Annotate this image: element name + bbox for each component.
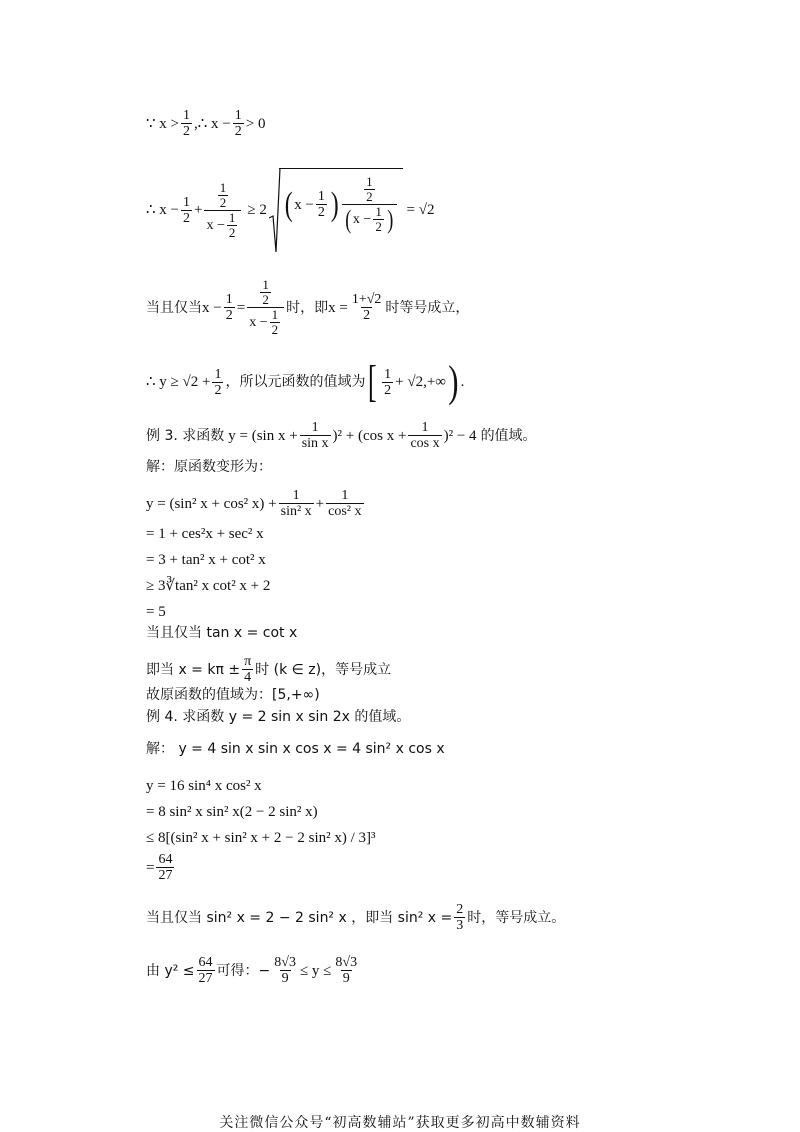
l5-expr1: y = (sin x + — [228, 427, 298, 444]
frac-den: 2 — [234, 124, 242, 139]
frac-num — [214, 181, 233, 210]
line-15: 例 4. 求函数 y = 2 sin x sin 2x 的值域。 — [146, 709, 411, 725]
den-pre: x − — [206, 217, 225, 233]
frac-num — [256, 278, 275, 307]
frac-den: 2 — [219, 194, 227, 210]
frac-num: 1 — [384, 366, 392, 382]
frac-den: 27 — [158, 868, 173, 883]
frac-den: 2 — [317, 205, 325, 220]
frac-num: 1+√2 — [351, 292, 382, 307]
l7-frac-b — [326, 488, 363, 519]
frac-den: 27 — [198, 971, 213, 986]
frac-den: 2 — [262, 292, 269, 307]
line-11: = 5 — [146, 604, 166, 620]
l1-frac-half — [181, 108, 192, 139]
l21-text2: 时，等号成立。 — [467, 909, 566, 926]
frac-den: 2 — [384, 382, 392, 398]
inner-frac — [316, 189, 327, 220]
inner-pre: x − — [294, 196, 314, 213]
line-21 — [146, 902, 565, 933]
paren-close: ) — [387, 204, 394, 234]
l13-frac — [242, 654, 253, 685]
l7-frac-a — [279, 488, 314, 519]
frac-den: 2 — [363, 308, 371, 323]
frac-den: 2 — [375, 219, 382, 234]
frac-den — [342, 204, 396, 234]
frac-num: 1 — [375, 204, 382, 219]
sqrt-content — [279, 168, 403, 234]
l5-text: 例 3. 求函数 — [146, 427, 225, 444]
l20-eq: = — [146, 859, 155, 876]
l2-plus: + — [194, 202, 203, 218]
l21-text1: 当且仅当 sin² x = 2 − 2 sin² x ，即当 sin² x = — [146, 909, 453, 926]
l5-expr2: )² + (cos x + — [332, 427, 407, 444]
l3-eq: = — [236, 299, 246, 316]
l1-because: ∵ x > — [146, 115, 180, 132]
l4-frac-b — [382, 367, 393, 398]
line-8: = 1 + ces²x + sec² x — [146, 526, 264, 542]
frac-den: 3 — [456, 918, 464, 933]
frac-den: 9 — [342, 971, 350, 986]
line-6: 解：原函数变形为： — [146, 459, 272, 475]
frac-den: 2 — [271, 322, 279, 337]
line-7 — [146, 488, 366, 519]
line-9: = 3 + tan² x + cot² x — [146, 552, 266, 568]
paren-close: ) — [330, 185, 339, 223]
inner-frac — [227, 211, 238, 240]
l5-frac-a — [300, 420, 331, 451]
frac-den: sin² x — [280, 504, 312, 519]
l3-x-minus: x − — [202, 299, 222, 316]
l4-frac-a — [212, 367, 223, 398]
l1-therefore: ,∴ x − — [194, 115, 231, 132]
line-3 — [146, 278, 469, 337]
l3-text1: 当且仅当 — [146, 299, 202, 316]
frac-num: 1 — [341, 488, 349, 503]
frac-den — [247, 307, 284, 337]
line-20 — [146, 852, 176, 883]
bracket-open: [ — [368, 357, 378, 406]
inner-frac — [218, 181, 229, 210]
frac-num: 1 — [183, 108, 191, 123]
l22-mid: ≤ y ≤ — [299, 962, 332, 979]
l1-frac-half-2 — [233, 108, 244, 139]
sqrt-sign-icon — [269, 168, 279, 252]
l4-tail: + √2,+∞ — [395, 374, 446, 390]
l5-frac-b — [408, 420, 441, 451]
frac-num: 1 — [421, 420, 429, 435]
l2-sqrt — [269, 168, 403, 252]
frac-den: 9 — [281, 971, 289, 986]
l2-result: = √2 — [406, 202, 435, 218]
l21-frac — [454, 902, 465, 933]
frac-num: 1 — [271, 307, 279, 322]
frac-num: 2 — [456, 902, 464, 917]
inner-frac — [373, 205, 384, 234]
frac-num: 1 — [366, 174, 373, 189]
l3-text2: 时，即 — [286, 299, 329, 316]
paren-close: ) — [448, 357, 459, 406]
frac-num: 1 — [225, 292, 233, 307]
l2-lead: ∴ x − — [146, 202, 180, 218]
frac-den: 2 — [366, 189, 373, 204]
line-10: ≥ 3∛tan² x cot² x + 2 — [146, 578, 271, 594]
frac-den: cos² x — [328, 504, 362, 519]
inner-frac — [260, 278, 271, 307]
frac-num: π — [244, 654, 252, 669]
l22-text1: 由 y² ≤ — [146, 962, 195, 979]
line-14: 故原函数的值域为：[5,+∞) — [146, 687, 320, 703]
line-5 — [146, 420, 537, 451]
line-13 — [146, 654, 391, 685]
frac-den: 2 — [214, 382, 222, 398]
frac-den: 2 — [183, 124, 191, 139]
l22-frac-c — [333, 955, 359, 986]
frac-num: 1 — [214, 366, 222, 382]
l3-text3: 时等号成立， — [385, 299, 470, 316]
l2-geq: ≥ 2 — [247, 202, 267, 218]
inner-frac — [270, 308, 281, 337]
frac-den — [204, 210, 241, 240]
l22-text2: 可得：− — [216, 962, 271, 979]
frac-num: 1 — [317, 189, 325, 204]
frac-den: sin x — [301, 436, 329, 451]
frac-num: 64 — [198, 955, 213, 970]
l5-tail: 的值域。 — [480, 427, 537, 444]
line-18: = 8 sin² x sin² x(2 − 2 sin² x) — [146, 804, 318, 820]
frac-num: 8√3 — [274, 955, 296, 970]
line-19: ≤ 8[(sin² x + sin² x + 2 − 2 sin² x) / 3]³ — [146, 830, 376, 846]
l2-frac-a — [181, 195, 192, 226]
frac-num: 1 — [234, 108, 242, 123]
l13-text: 即当 x = kπ ± — [146, 661, 241, 678]
frac-den: 2 — [228, 224, 236, 240]
l5-expr3: )² − 4 — [443, 427, 477, 444]
den-pre: x − — [249, 315, 268, 330]
frac-num: 1 — [292, 488, 300, 503]
l4-end: . — [460, 374, 465, 390]
frac-den: 2 — [183, 210, 191, 226]
line-22 — [146, 955, 361, 986]
den-pre: x − — [352, 212, 372, 227]
l3-frac-a — [224, 292, 235, 323]
frac-den: 4 — [244, 670, 252, 685]
frac-num: 64 — [158, 852, 173, 867]
l13-tail: 时 (k ∈ z)，等号成立 — [255, 661, 392, 678]
frac-num: 1 — [219, 179, 227, 195]
l3-x-eq: x = — [328, 299, 348, 316]
line-16: 解： y = 4 sin x sin x cos x = 4 sin² x cos x — [146, 741, 445, 757]
line-2 — [146, 168, 434, 252]
l7-expr: y = (sin² x + cos² x) + — [146, 495, 277, 512]
frac-num — [360, 175, 379, 204]
l4-lead: ∴ y ≥ √2 + — [146, 374, 211, 390]
page-footer: 关注微信公众号“初高数辅站”获取更多初高中数辅资料 — [219, 1115, 581, 1131]
line-12: 当且仅当 tan x = cot x — [146, 625, 298, 641]
l1-tail: > 0 — [245, 115, 266, 132]
l7-plus: + — [315, 495, 325, 512]
l2-frac-c — [342, 175, 396, 234]
line-4 — [146, 357, 465, 406]
l22-frac-b — [272, 955, 298, 986]
frac-num: 1 — [262, 277, 269, 292]
l2-frac-b — [204, 181, 241, 240]
l3-frac-b — [247, 278, 284, 337]
l20-frac — [156, 852, 174, 883]
frac-num: 1 — [311, 420, 319, 435]
paren-open: ( — [345, 204, 352, 234]
inner-frac — [364, 175, 375, 204]
l4-text: ，所以元函数的值域为 — [225, 374, 366, 390]
frac-num: 8√3 — [335, 955, 358, 970]
l3-frac-c — [350, 292, 384, 323]
paren-open: ( — [284, 185, 293, 223]
l22-frac-a — [197, 955, 215, 986]
frac-den: 2 — [225, 308, 233, 323]
frac-num: 1 — [183, 194, 191, 210]
line-17: y = 16 sin⁴ x cos² x — [146, 778, 262, 794]
line-1 — [146, 108, 266, 139]
frac-den: cos x — [410, 436, 440, 451]
frac-num: 1 — [228, 209, 236, 225]
